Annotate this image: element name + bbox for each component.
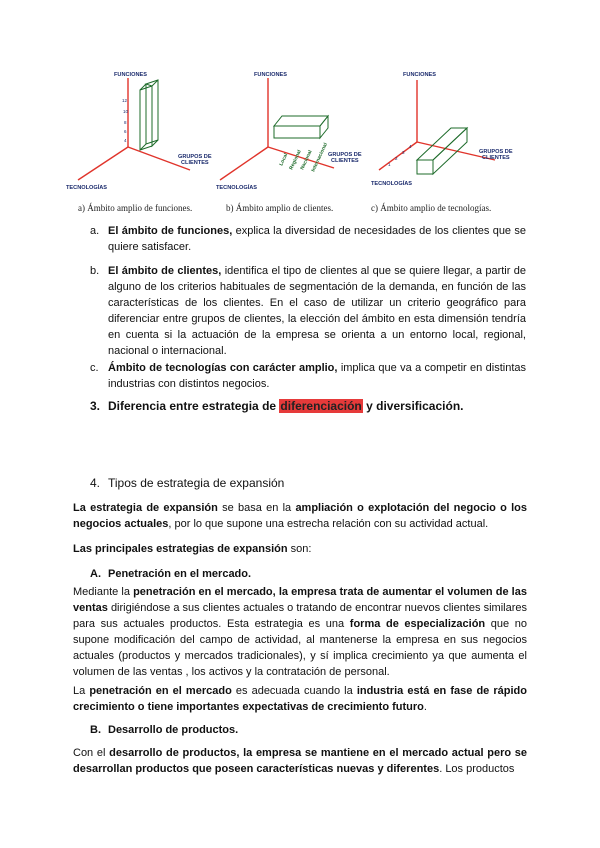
list-item-body [108, 263, 526, 359]
tall-box [140, 80, 158, 150]
axis-tecnologias-line [220, 147, 268, 180]
diagram-clientes [216, 62, 366, 202]
axis-grupos-label-1: GRUPOS DE [328, 152, 362, 158]
list-item-a [90, 223, 526, 257]
list-marker: c. [90, 362, 99, 374]
paragraph-principales [73, 541, 527, 557]
bold-term: Ámbito de tecnologías con carácter amplio, [108, 362, 338, 374]
paragraph-text: se basa en la [217, 502, 296, 514]
paragraph-adecuada [73, 683, 527, 715]
axis-grupos-label-2: CLIENTES [482, 155, 510, 161]
svg-text:4: 4 [124, 138, 127, 143]
heading-number: 4. [90, 476, 101, 490]
caption-a: a) Ámbito amplio de funciones. [78, 203, 193, 213]
heading-text-after: y diversificación. [362, 399, 464, 413]
wide-box [274, 116, 328, 138]
paragraph-text: . Los productos [439, 763, 515, 775]
diagram-c-svg [371, 62, 521, 202]
paragraph-text: es adecuada cuando la [231, 685, 357, 697]
svg-text:12: 12 [122, 98, 128, 103]
bold-term: El ámbito de clientes, [108, 265, 222, 277]
list-item-text: identifica el tipo de clientes al que se quiere llegar, a partir de alguno de los criterios habituales de segmentación de la demanda, en función de las características de los clientes. En el caso de utilizar un criterio geográfico para diferenciar entre grupos de clientes, la elección del ámbito en esta dimensión tendría en cuenta si la actuación de la empresa se orienta a un entorno local, regional, nacional o internacional. [108, 265, 526, 357]
paragraph-expansion [73, 500, 527, 532]
bold-term: ampliación o explotación del negocio o los negocios actuales [73, 502, 527, 530]
heading-3 [90, 399, 526, 413]
paragraph-penetracion [73, 584, 527, 680]
list-item-body [108, 223, 526, 255]
axis-grupos-label-2: CLIENTES [331, 158, 359, 164]
list-item-b [90, 263, 526, 359]
bold-term: desarrollo de productos, la empresa se mantiene en el mercado actual pero se desarrollan productos que poseen características nuevas y diferentes [73, 747, 527, 775]
scope-internacional-label: Internacional [310, 142, 329, 173]
list-marker: a. [90, 225, 100, 237]
heading-text: Tipos de estrategia de expansión [108, 476, 285, 490]
axis-tecnologias-line [78, 147, 128, 180]
paragraph-desarrollo [73, 745, 527, 777]
diagram-a-svg [66, 62, 216, 202]
subheading-b [90, 722, 238, 738]
svg-text:2: 2 [395, 156, 398, 161]
subheading-text: Penetración en el mercado. [108, 568, 252, 580]
svg-text:6: 6 [124, 129, 127, 134]
axis-grupos-label-2: CLIENTES [181, 160, 209, 166]
axis-tecnologias-label: TECNOLOGÍAS [66, 185, 108, 191]
scope-figure [66, 62, 536, 212]
svg-text:10: 10 [123, 109, 129, 114]
list-item-body [108, 360, 526, 392]
subheading-a [90, 566, 251, 582]
diagram-funciones [66, 62, 216, 202]
list-marker: b. [90, 265, 100, 277]
axis-funciones-label: FUNCIONES [254, 72, 287, 78]
axis-tecnologias-label: TECNOLOGÍAS [371, 181, 413, 187]
heading-text-before: Diferencia entre estrategia de [108, 399, 280, 413]
paragraph-text: Mediante la [73, 586, 134, 598]
axis-funciones-label: FUNCIONES [403, 72, 436, 78]
paragraph-text: dirigiéndose a sus clientes actuales o tratando de encontrar nuevos clientes similares para sus actuales productos. Esta estrategia es una [73, 602, 527, 630]
list-item-c [90, 360, 526, 394]
svg-text:4: 4 [409, 144, 412, 149]
highlighted-term: diferenciación [280, 399, 362, 413]
bold-term: industria está en fase de rápido crecimiento o tiene importantes expectativas de crecimiento futuro [73, 685, 527, 713]
bold-term: Las principales estrategias de expansión [73, 543, 288, 555]
list-item-text: implica que va a competir en distintas industrias con distintos negocios. [108, 362, 526, 390]
bold-term: El ámbito de funciones, [108, 225, 233, 237]
tick-marks [388, 144, 412, 167]
heading-number: 3. [90, 399, 101, 413]
sub-marker: A. [90, 568, 101, 580]
heading-4 [90, 476, 526, 490]
scope-labels [278, 142, 329, 173]
list-item-text: explica la diversidad de necesidades de los clientes que se quiere satisfacer. [108, 225, 526, 253]
subheading-text: Desarrollo de productos. [108, 724, 239, 736]
paragraph-text: Con el [73, 747, 110, 759]
paragraph-text: , por lo que supone una estrecha relación con su actividad actual. [168, 518, 489, 530]
axis-tecnologias-label: TECNOLOGÍAS [216, 185, 258, 191]
diagram-b-svg [216, 62, 366, 202]
caption-c: c) Ámbito amplio de tecnologías. [371, 203, 492, 213]
svg-text:8: 8 [124, 120, 127, 125]
paragraph-text: . [423, 701, 427, 713]
bold-term: forma de especialización [349, 618, 486, 630]
axis-grupos-label-1: GRUPOS DE [178, 154, 212, 160]
scope-regional-label: Regional [288, 149, 303, 171]
bold-term: penetración en el mercado, la empresa trata de aumentar el volumen de las ventas [73, 586, 527, 614]
axis-funciones-label: FUNCIONES [114, 72, 147, 78]
deep-box [417, 128, 467, 174]
scope-nacional-label: Nacional [299, 149, 314, 171]
paragraph-text: son: [287, 543, 312, 555]
diagram-tecnologias [371, 62, 521, 202]
svg-text:1: 1 [388, 162, 391, 167]
sub-marker: B. [90, 724, 101, 736]
bold-term: penetración en el mercado [89, 685, 232, 697]
svg-text:3: 3 [402, 150, 405, 155]
paragraph-text: La [73, 685, 90, 697]
paragraph-text: que no supone modificación del campo de actividad, al mantenerse la empresa en sus negocios actuales (productos y mercados tradicionales), y sí implica crecimiento ya que aumenta el volumen de las ventas , los activos y la contratación de personal. [73, 618, 528, 678]
scope-local-label: Local [278, 152, 290, 167]
axis-grupos-label-1: GRUPOS DE [479, 149, 513, 155]
caption-b: b) Ámbito amplio de clientes. [226, 203, 334, 213]
bold-term: La estrategia de expansión [73, 502, 218, 514]
